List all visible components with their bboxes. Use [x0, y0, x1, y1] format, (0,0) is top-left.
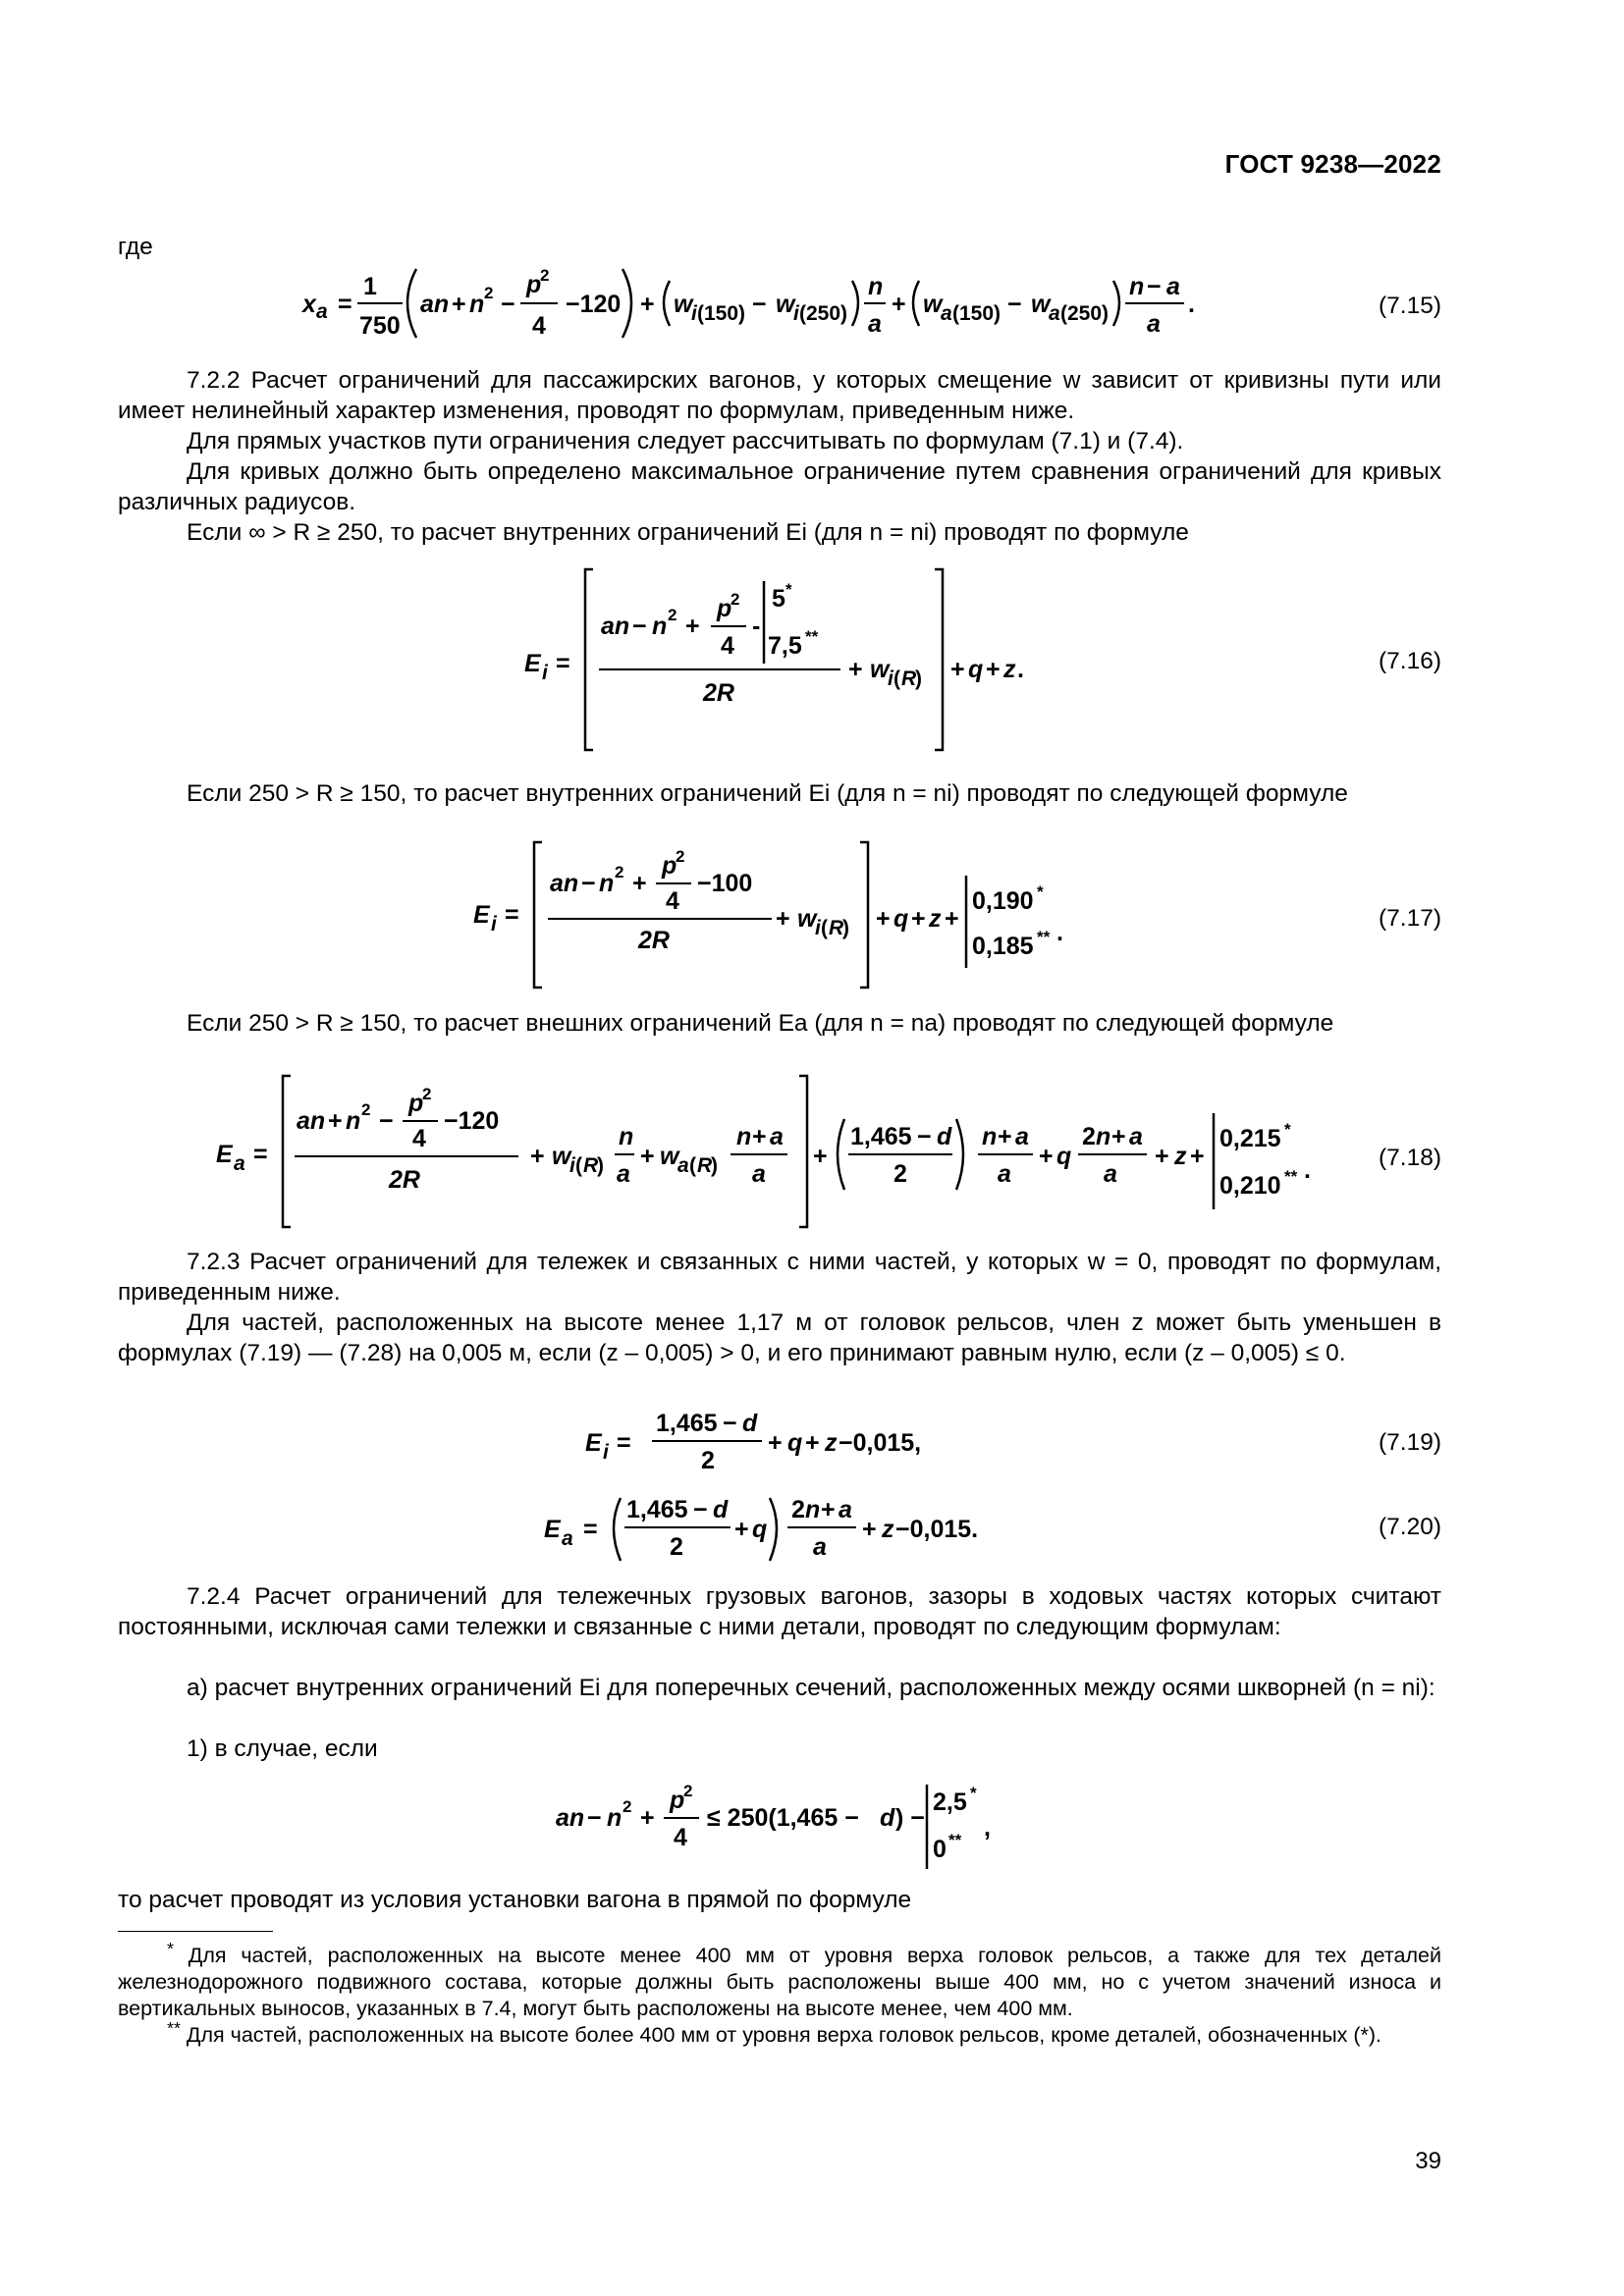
svg-text:−: − — [632, 613, 647, 640]
svg-text:): ) — [597, 1154, 604, 1177]
formula-7-15 — [295, 257, 1296, 350]
svg-text:i: i — [569, 1154, 575, 1177]
svg-text:−: − — [917, 1123, 932, 1150]
svg-text:n: n — [982, 1123, 998, 1150]
svg-text:n: n — [736, 1123, 752, 1150]
paragraph-7-2-4-a: 7.2.4 Расчет ограничений для тележечных грузовых вагонов, зазоры в ходовых частях которых считают постоянными, исключая сами тележки и связанные с ними детали, проводят по следующим формулам: — [118, 1583, 1441, 1640]
paragraph-7-2-2-c: Для кривых должно быть определено максимальное ограничение путем сравнения ограничений для кривых различных радиусов. — [118, 458, 1441, 515]
svg-text:(: ( — [689, 1154, 696, 1177]
svg-text:d: d — [880, 1804, 895, 1832]
formula-7-17 — [461, 836, 1129, 998]
svg-text:+: + — [1155, 1143, 1169, 1170]
svg-text:+: + — [776, 905, 790, 933]
svg-text:a: a — [1104, 1160, 1117, 1188]
svg-text:z: z — [929, 905, 942, 933]
footnote-2 — [118, 2015, 1441, 2049]
svg-text:d: d — [937, 1123, 952, 1150]
svg-text:a: a — [1166, 273, 1180, 300]
svg-text:4: 4 — [721, 632, 734, 660]
svg-text:+: + — [986, 656, 1001, 683]
svg-text:+: + — [911, 905, 926, 933]
page-number: 39 — [1415, 2148, 1441, 2174]
svg-text:n: n — [469, 291, 485, 318]
svg-text:7,5: 7,5 — [768, 632, 802, 660]
svg-text:−: − — [1007, 291, 1022, 318]
svg-text:w: w — [870, 656, 890, 683]
svg-text:x: x — [302, 291, 316, 318]
svg-text:0,190: 0,190 — [972, 887, 1034, 915]
svg-text:4: 4 — [674, 1824, 687, 1851]
svg-text:a: a — [1129, 1123, 1143, 1150]
svg-text:,: , — [984, 1814, 991, 1842]
svg-text:n: n — [868, 273, 884, 300]
svg-text:+: + — [1111, 1123, 1126, 1150]
svg-text:w: w — [1031, 291, 1051, 318]
equation-number-7-15: (7.15) — [1378, 293, 1441, 319]
svg-text:*: * — [785, 580, 792, 599]
svg-text:i: i — [888, 667, 893, 690]
svg-text:n: n — [805, 1496, 821, 1523]
svg-text:z: z — [1003, 656, 1016, 683]
svg-text:a: a — [941, 302, 952, 325]
svg-text:-: - — [752, 613, 761, 640]
svg-text:−: − — [587, 1804, 602, 1832]
svg-text:−0,015.: −0,015. — [895, 1516, 979, 1543]
svg-text:z: z — [1174, 1143, 1187, 1170]
svg-text:q: q — [968, 656, 984, 683]
svg-text:1,465: 1,465 — [626, 1496, 688, 1523]
svg-text:+: + — [640, 291, 655, 318]
svg-text:w: w — [797, 905, 817, 933]
svg-text:5: 5 — [772, 585, 785, 613]
svg-text:z: z — [882, 1516, 894, 1543]
svg-text:2R: 2R — [389, 1166, 420, 1194]
svg-text:+: + — [734, 1516, 749, 1543]
svg-text:*: * — [1284, 1120, 1291, 1139]
svg-text:an: an — [297, 1107, 326, 1135]
svg-text:w: w — [776, 291, 795, 318]
svg-text:2: 2 — [484, 284, 494, 302]
footnote-1-text: Для частей, расположенных на высоте менее 400 мм от уровня верха головок рельсов, а также для тех деталей железнодорожного подвижного состава, которые должны быть расположены выше 400 мм, но с учетом значений износа и вертикальных выносов, указанных в 7.4, могут быть расположены на высоте менее, чем 400 мм. — [118, 1944, 1441, 2021]
svg-text:+: + — [1190, 1143, 1205, 1170]
svg-text:1: 1 — [363, 273, 377, 300]
svg-text:R: R — [901, 667, 917, 690]
svg-text:(: ( — [821, 917, 828, 939]
svg-text:q: q — [1056, 1143, 1072, 1170]
svg-text:a: a — [1147, 310, 1161, 338]
equation-number-7-20: (7.20) — [1378, 1514, 1441, 1540]
svg-text:i: i — [491, 913, 497, 935]
svg-text:n: n — [607, 1804, 623, 1832]
svg-text:=: = — [583, 1516, 598, 1543]
paragraph-7-2-3-a: 7.2.3 Расчет ограничений для тележек и связанных с ними частей, у которых w = 0, проводят по формулам, приведенным ниже. — [118, 1249, 1441, 1306]
svg-text:q: q — [752, 1516, 768, 1543]
svg-text:n: n — [652, 613, 668, 640]
svg-text:p: p — [662, 852, 677, 880]
svg-text:i: i — [603, 1441, 609, 1464]
svg-text:4: 4 — [666, 887, 679, 915]
svg-text:4: 4 — [532, 312, 546, 340]
svg-text:R: R — [697, 1154, 713, 1177]
svg-text:R: R — [829, 917, 844, 939]
paragraph-7-2-2-d: Если ∞ > R ≥ 250, то расчет внутренних ограничений Ei (для n = ni) проводят по формуле — [187, 519, 1189, 546]
svg-text:−: − — [379, 1107, 394, 1135]
svg-text:−120: −120 — [444, 1107, 500, 1135]
svg-text:) −: ) − — [895, 1804, 925, 1832]
svg-text:n: n — [1129, 273, 1145, 300]
svg-text:0: 0 — [933, 1836, 947, 1863]
formula-condition — [552, 1767, 1043, 1880]
footnote-1 — [118, 1936, 1441, 2022]
svg-text:+: + — [452, 291, 466, 318]
svg-text:.: . — [1304, 1156, 1311, 1184]
svg-text:−: − — [752, 291, 767, 318]
footnote-1-marker: * — [167, 1939, 174, 1958]
svg-text:**: ** — [805, 627, 819, 646]
svg-text:a: a — [770, 1123, 784, 1150]
svg-text:−: − — [693, 1496, 708, 1523]
svg-text:≤ 250(1,465 −: ≤ 250(1,465 − — [707, 1804, 859, 1832]
svg-text:=: = — [338, 291, 352, 318]
svg-text:a: a — [813, 1533, 827, 1561]
svg-text:a: a — [868, 310, 882, 338]
intro-word: где — [118, 234, 153, 260]
svg-text:(: ( — [893, 667, 900, 690]
svg-text:+: + — [752, 1123, 767, 1150]
formula-7-16 — [511, 561, 1060, 763]
svg-text:w: w — [923, 291, 943, 318]
svg-text:a: a — [617, 1160, 630, 1188]
svg-text:2: 2 — [615, 863, 624, 881]
svg-text:p: p — [670, 1787, 685, 1814]
svg-text:0,215: 0,215 — [1219, 1125, 1281, 1152]
svg-text:+: + — [640, 1143, 655, 1170]
svg-text:*: * — [1037, 882, 1044, 901]
svg-text:−: − — [723, 1410, 737, 1437]
svg-text:d: d — [713, 1496, 729, 1523]
equation-number-7-16: (7.16) — [1378, 648, 1441, 674]
footnote-separator — [118, 1931, 273, 1932]
svg-text:): ) — [915, 667, 922, 690]
svg-text:2: 2 — [670, 1533, 683, 1561]
document-header: ГОСТ 9238—2022 — [1224, 149, 1441, 179]
svg-text:i: i — [815, 917, 821, 939]
paragraph-7-2-4-c: 1) в случае, если — [187, 1735, 378, 1762]
svg-text:1,465: 1,465 — [656, 1410, 718, 1437]
svg-text:a: a — [1049, 302, 1060, 325]
svg-text:+: + — [876, 905, 891, 933]
svg-text:a: a — [998, 1160, 1011, 1188]
svg-text:+: + — [821, 1496, 836, 1523]
paragraph-before-7-17: Если 250 > R ≥ 150, то расчет внутренних ограничений Ei (для n = ni) проводят по следующей формуле — [187, 780, 1348, 807]
svg-text:.: . — [1056, 919, 1063, 946]
svg-text:**: ** — [948, 1831, 962, 1849]
svg-text:−: − — [1147, 273, 1162, 300]
svg-text:−120: −120 — [566, 291, 622, 318]
svg-text:−: − — [581, 870, 596, 897]
svg-text:2: 2 — [683, 1782, 693, 1800]
svg-text:=: = — [505, 901, 519, 929]
svg-text:2: 2 — [676, 847, 685, 866]
svg-text:w: w — [660, 1143, 679, 1170]
svg-text:+: + — [768, 1429, 783, 1457]
svg-text:a: a — [234, 1152, 245, 1175]
svg-text:(150): (150) — [952, 302, 1001, 325]
svg-text:.: . — [1017, 656, 1024, 683]
svg-text:(: ( — [575, 1154, 582, 1177]
svg-text:+: + — [805, 1429, 820, 1457]
svg-text:a: a — [752, 1160, 766, 1188]
svg-text:a: a — [1015, 1123, 1029, 1150]
paragraph-before-7-18: Если 250 > R ≥ 150, то расчет внешних ограничений Ea (для n = na) проводят по следующей формуле — [187, 1010, 1334, 1037]
svg-text:+: + — [950, 656, 965, 683]
svg-text:=: = — [617, 1429, 631, 1457]
svg-text:750: 750 — [359, 312, 401, 340]
svg-text:R: R — [583, 1154, 599, 1177]
svg-text:2: 2 — [623, 1797, 632, 1816]
svg-text:1,465: 1,465 — [850, 1123, 912, 1150]
svg-text:2: 2 — [540, 266, 550, 285]
svg-text:+: + — [848, 656, 863, 683]
paragraph-7-2-2-b: Для прямых участков пути ограничения следует рассчитывать по формулам (7.1) и (7.4). — [187, 428, 1184, 454]
svg-text:an: an — [556, 1804, 585, 1832]
svg-text:(150): (150) — [697, 302, 746, 325]
svg-text:p: p — [408, 1090, 424, 1117]
svg-text:w: w — [674, 291, 693, 318]
svg-text:(250): (250) — [799, 302, 848, 325]
svg-text:.: . — [1188, 291, 1195, 318]
svg-text:**: ** — [1284, 1167, 1298, 1186]
equation-number-7-18: (7.18) — [1378, 1145, 1441, 1171]
svg-text:E: E — [473, 901, 490, 929]
svg-text:a: a — [839, 1496, 852, 1523]
paragraph-7-2-2-a: 7.2.2 Расчет ограничений для пассажирских вагонов, у которых смещение w зависит от кривизны пути или имеет нелинейный характер изменения, проводят по формулам, приведенным ниже. — [118, 367, 1441, 424]
svg-text:d: d — [742, 1410, 758, 1437]
svg-text:+: + — [1039, 1143, 1054, 1170]
svg-text:+: + — [530, 1143, 545, 1170]
svg-text:E: E — [585, 1429, 602, 1457]
svg-text:i: i — [691, 302, 697, 325]
svg-text:q: q — [787, 1429, 803, 1457]
equation-number-7-17: (7.17) — [1378, 905, 1441, 932]
svg-text:2: 2 — [1082, 1123, 1096, 1150]
svg-text:+: + — [945, 905, 959, 933]
svg-text:a: a — [562, 1527, 573, 1550]
svg-text:z: z — [825, 1429, 838, 1457]
svg-text:(250): (250) — [1060, 302, 1110, 325]
svg-text:p: p — [526, 271, 542, 298]
svg-text:4: 4 — [412, 1125, 426, 1152]
svg-text:+: + — [813, 1143, 828, 1170]
svg-text:2: 2 — [422, 1085, 432, 1103]
svg-text:E: E — [544, 1516, 561, 1543]
svg-text:+: + — [328, 1107, 343, 1135]
svg-text:2: 2 — [668, 606, 677, 624]
svg-text:**: ** — [1037, 928, 1051, 946]
svg-text:): ) — [842, 917, 849, 939]
svg-text:−: − — [501, 291, 515, 318]
svg-text:2: 2 — [893, 1160, 907, 1188]
paragraph-after-condition: то расчет проводят из условия установки вагона в прямой по формуле — [118, 1887, 912, 1913]
svg-text:=: = — [556, 650, 570, 677]
svg-text:2,5: 2,5 — [933, 1789, 967, 1816]
formula-7-20 — [538, 1488, 1049, 1572]
svg-text:E: E — [216, 1141, 233, 1168]
paragraph-7-2-4-b: а) расчет внутренних ограничений Ei для поперечных сечений, расположенных между осями шкворней (n = ni): — [187, 1675, 1435, 1701]
svg-text:2: 2 — [701, 1447, 715, 1474]
svg-text:*: * — [970, 1784, 977, 1802]
svg-text:w: w — [552, 1143, 571, 1170]
svg-text:): ) — [711, 1154, 718, 1177]
svg-text:2: 2 — [791, 1496, 805, 1523]
svg-text:n: n — [346, 1107, 361, 1135]
svg-text:p: p — [717, 595, 732, 622]
svg-text:+: + — [632, 870, 647, 897]
svg-text:an: an — [420, 291, 450, 318]
svg-text:an: an — [550, 870, 579, 897]
svg-text:−100: −100 — [697, 870, 753, 897]
svg-text:=: = — [253, 1141, 268, 1168]
svg-text:q: q — [893, 905, 909, 933]
svg-text:n: n — [1096, 1123, 1111, 1150]
svg-text:an: an — [601, 613, 630, 640]
svg-text:2: 2 — [361, 1100, 371, 1119]
paragraph-7-2-3-b: Для частей, расположенных на высоте менее 1,17 м от головок рельсов, член z может быть уменьшен в формулах (7.19) — (7.28) на 0,005 м, если (z – 0,005) > 0, и его принимают равным нулю, если (z – 0,005) ≤ 0. — [118, 1309, 1441, 1366]
formula-7-18 — [206, 1068, 1345, 1240]
svg-text:+: + — [685, 613, 700, 640]
svg-text:0,210: 0,210 — [1219, 1172, 1281, 1200]
svg-text:+: + — [892, 291, 906, 318]
equation-number-7-19: (7.19) — [1378, 1429, 1441, 1456]
svg-text:i: i — [542, 662, 548, 684]
svg-text:2: 2 — [731, 590, 740, 609]
svg-text:0,185: 0,185 — [972, 933, 1034, 960]
svg-text:−0,015,: −0,015, — [839, 1429, 922, 1457]
svg-text:a: a — [677, 1154, 689, 1177]
svg-text:i: i — [793, 302, 799, 325]
svg-text:+: + — [998, 1123, 1012, 1150]
svg-text:+: + — [640, 1804, 655, 1832]
footnote-2-marker: ** — [167, 2018, 181, 2038]
svg-text:a: a — [316, 300, 328, 323]
formula-7-19 — [579, 1402, 992, 1485]
svg-text:2R: 2R — [703, 679, 734, 707]
svg-text:+: + — [862, 1516, 877, 1543]
svg-text:n: n — [619, 1123, 634, 1150]
svg-text:n: n — [599, 870, 615, 897]
svg-text:2R: 2R — [638, 927, 670, 954]
svg-text:E: E — [524, 650, 541, 677]
footnote-2-text: Для частей, расположенных на высоте более 400 мм от уровня верха головок рельсов, кроме деталей, обозначенных (*). — [186, 2023, 1382, 2048]
